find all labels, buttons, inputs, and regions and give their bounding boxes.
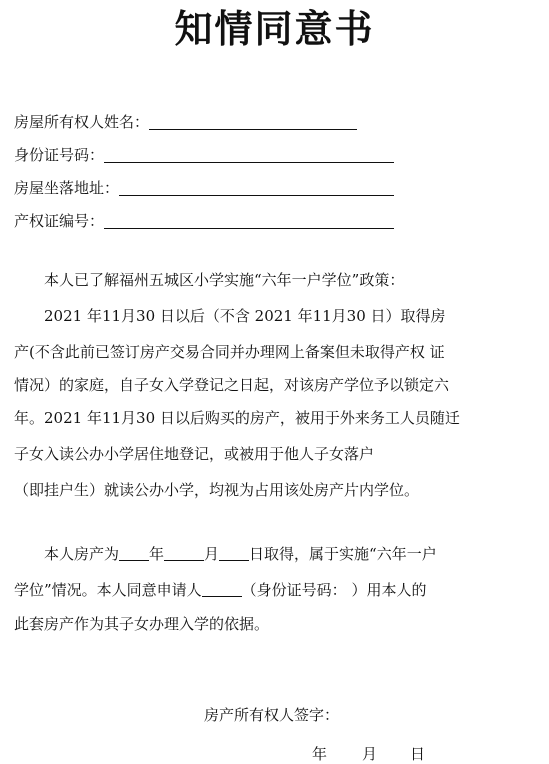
certificate-number-field [14,207,394,231]
owner-name-line[interactable] [149,129,357,130]
policy-line: 产(不含此前已签订房产交易合同并办理网上备案但未取得产权 证 [14,343,445,361]
policy-line: 本人已了解福州五城区小学实施“六年一户学位”政策： [14,271,405,289]
document-title: 知情同意书 [174,7,375,51]
applicant-name-blank[interactable] [202,596,242,597]
consent-text: 学位”情况。本人同意申请人 [14,581,202,599]
consent-text: 日取得，属于实施“六年一户 [249,545,437,563]
address-line[interactable] [119,195,394,196]
acquire-month-blank[interactable] [164,560,204,561]
signature-year: 年 [312,745,328,763]
month-label: 月 [204,545,220,563]
consent-line-1 [14,544,437,564]
id-number-line[interactable] [104,162,394,163]
address-label: 房屋坐落地址： [14,179,120,197]
policy-line: （即挂户生）就读公办小学，均视为占用该处房产片内学位。 [14,481,420,499]
acquire-year-blank[interactable] [119,560,149,561]
id-number-field [14,141,394,165]
acquire-day-blank[interactable] [219,560,249,561]
signature-day: 日 [410,745,426,763]
policy-line: 2021 年11月30 日以后（不含 2021 年11月30 日）取得房 [14,307,446,325]
year-label: 年 [149,545,165,563]
consent-line-3: 此套房产作为其子女办理入学的依据。 [14,615,270,633]
owner-name-field [14,108,357,132]
policy-line: 年。2021 年11月30 日以后购买的房产，被用于外来务工人员随迁 [14,409,460,427]
policy-line: 子女入读公办小学居住地登记，或被用于他人子女落户 [14,445,375,463]
id-number-label: 身份证号码： [14,146,105,164]
owner-name-label: 房屋所有权人姓名： [14,113,150,131]
consent-text: （身份证号码： ）用本人的 [241,581,427,599]
signature-month: 月 [362,745,378,763]
certificate-number-line[interactable] [104,228,394,229]
address-field [14,174,394,198]
signature-label: 房产所有权人签字： [204,706,340,724]
consent-line-2 [14,580,426,600]
policy-line: 情况）的家庭，自子女入学登记之日起，对该房产学位予以锁定六 [14,376,450,394]
certificate-number-label: 产权证编号： [14,212,105,230]
consent-text: 本人房产为 [14,545,120,563]
